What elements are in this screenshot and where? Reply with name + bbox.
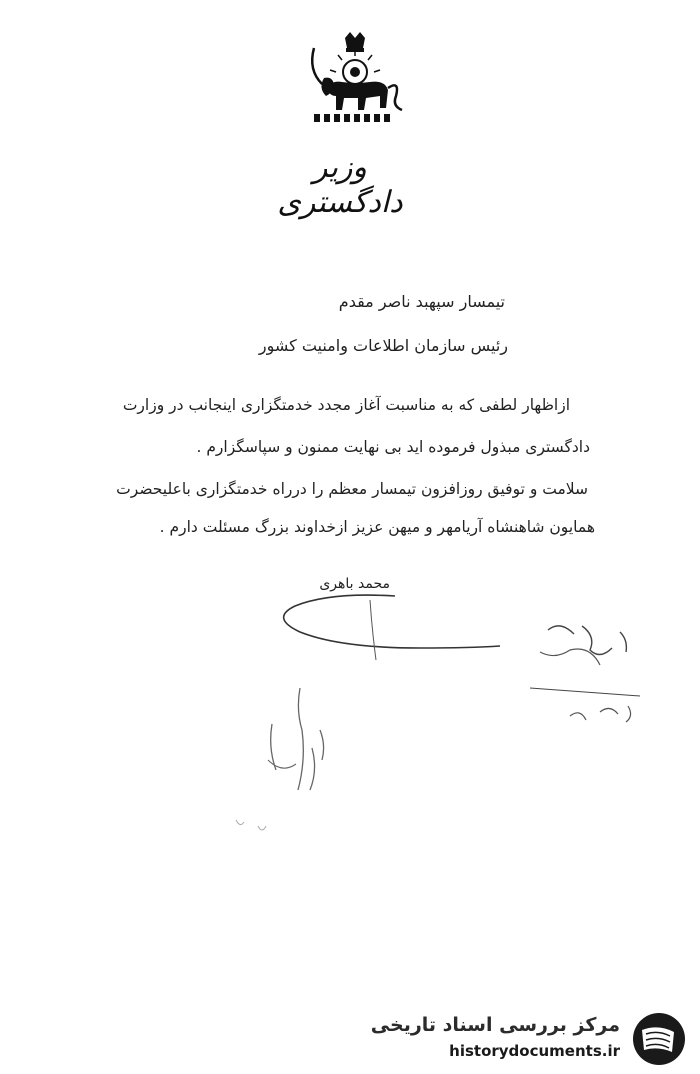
recipient-name: تیمسار سپهبد ناصر مقدم (338, 292, 505, 311)
book-pages-logo-icon (628, 1010, 690, 1068)
signer-name: محمد باهری (319, 576, 390, 592)
body-paragraph-2-line-2: همایون شاهنشاه آریامهر و میهن عزیز ازخداوند بزرگ مسئلت دارم . (159, 518, 595, 536)
watermark-url: historydocuments.ir (449, 1042, 620, 1060)
body-paragraph-2-line-1: سلامت و توفیق روزافزون تیمسار معظم را درراه خدمتگزاری باعلیحضرت (116, 480, 588, 498)
body-paragraph-1-line-1: ازاظهار لطفی که به مناسبت آغاز مجدد خدمتگزاری اینجانب در وزارت (122, 396, 570, 414)
ministry-title: وزیر دادگستری (277, 150, 403, 220)
archive-watermark (370, 1010, 690, 1068)
body-paragraph-1-line-2: دادگستری مبذول فرموده اید بی نهایت ممنون و سپاسگزارم . (196, 438, 590, 456)
recipient-title: رئیس سازمان اطلاعات وامنیت کشور (258, 336, 508, 355)
watermark-org-name: مرکز بررسی اسناد تاریخی (370, 1014, 620, 1036)
